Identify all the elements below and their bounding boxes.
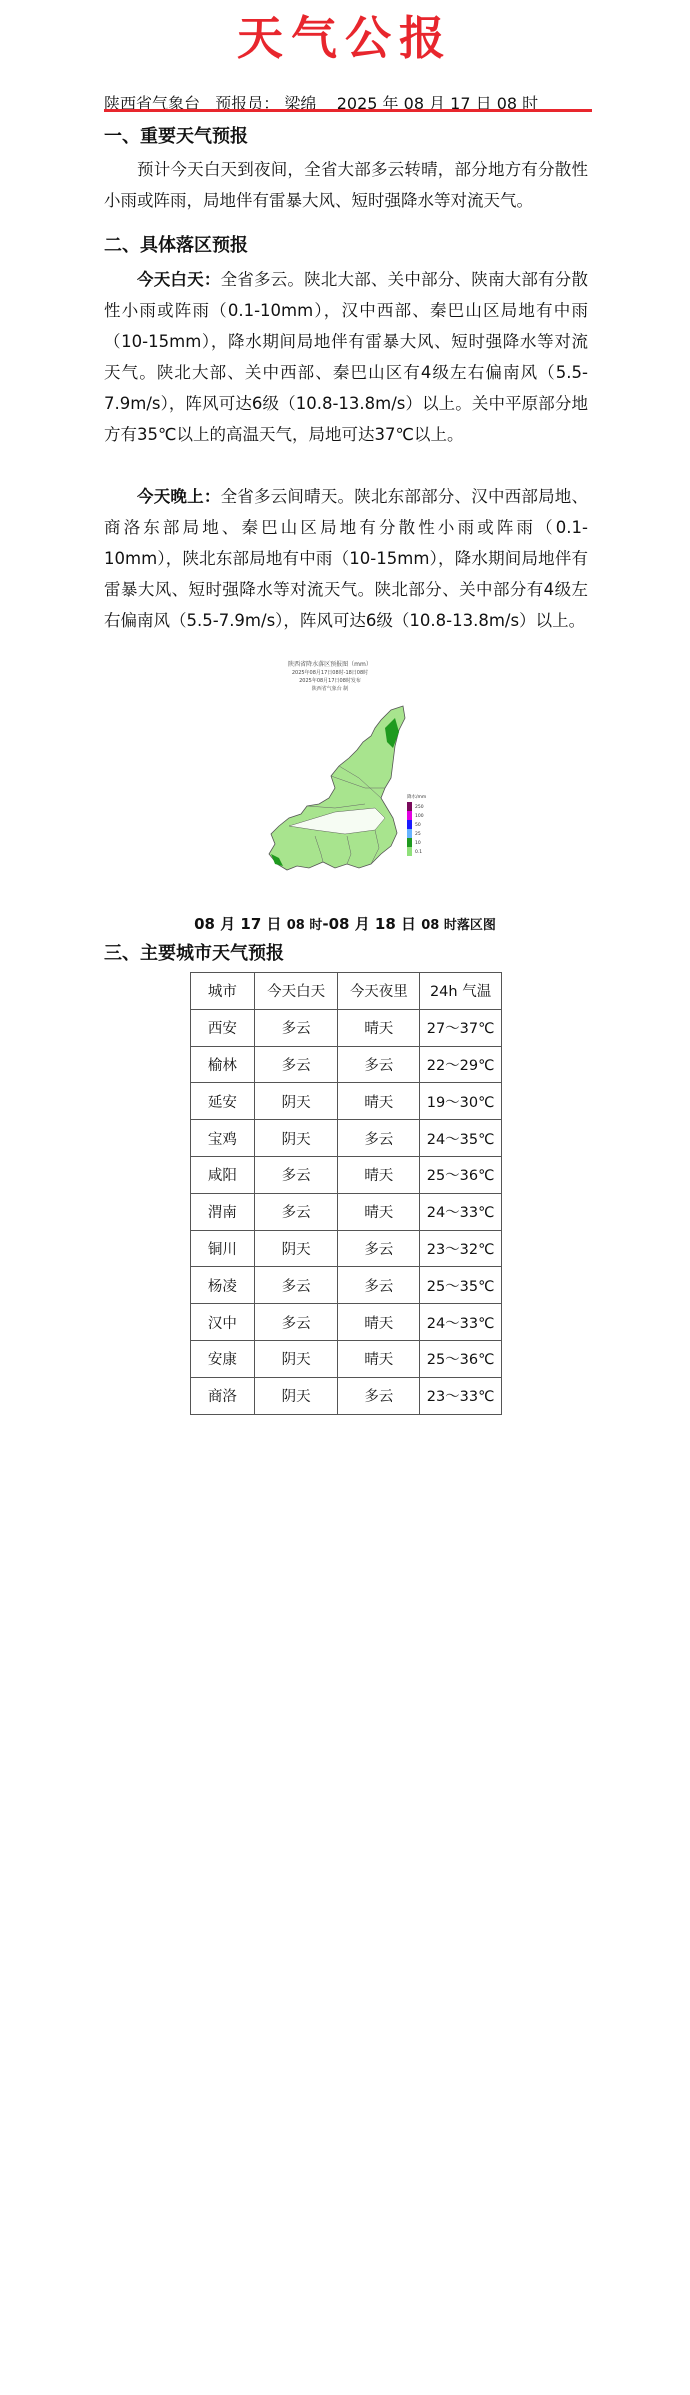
map-caption: [0, 913, 690, 934]
legend-swatch: [407, 838, 412, 847]
section1-heading: 一、重要天气预报: [104, 126, 248, 147]
column-header-temp: 24h 气温: [420, 973, 502, 1010]
map-title-line-1: 陕西省降水落区预报图（mm）: [288, 661, 372, 668]
map-title-line-4: 陕西省气象台 制: [311, 686, 349, 692]
section1-text: 预计今天白天到夜间，全省大部多云转晴，部分地方有分散性小雨或阵雨，局地伴有雷暴大风、短时强降水等对流天气。: [104, 160, 588, 210]
forecaster-label: 预报员：: [215, 94, 280, 113]
temperature-cell: 24～33℃: [420, 1193, 502, 1230]
table-row: [191, 1120, 502, 1157]
legend-swatch: [407, 802, 412, 811]
city-cell: 西安: [191, 1009, 255, 1046]
night-weather-cell: 晴天: [338, 1304, 420, 1341]
section3-heading: 三、主要城市天气预报: [104, 943, 284, 964]
caption-date-2: -08 月 18 日: [322, 915, 422, 933]
night-weather-cell: 多云: [338, 1230, 420, 1267]
table-row: [191, 1193, 502, 1230]
city-cell: 延安: [191, 1083, 255, 1120]
temperature-cell: 24～33℃: [420, 1304, 502, 1341]
day-weather-cell: 阴天: [254, 1340, 338, 1377]
legend-swatch: [407, 847, 412, 856]
night-text: 全省多云间晴天。陕北东部部分、汉中西部局地、商洛东部局地、秦巴山区局地有分散性小雨或阵雨（0.1-10mm），陕北东部局地有中雨（10-15mm），降水期间局地伴有雷暴大风、短时强降水等对流天气。陕北部分、关中部分有4级左右偏南风（5.5-7.9m/s），阵风可达6级（10.8-13.8m/s）以上。: [104, 487, 589, 630]
night-weather-cell: 多云: [338, 1120, 420, 1157]
legend-unit: 降水/mm: [407, 795, 427, 800]
legend-label: 250: [415, 805, 424, 810]
table-row: [191, 1046, 502, 1083]
column-header-day: 今天白天: [254, 973, 338, 1010]
night-weather-cell: 晴天: [338, 1009, 420, 1046]
map-legend: [407, 793, 426, 856]
day-weather-cell: 阴天: [254, 1083, 338, 1120]
legend-label: 25: [415, 832, 421, 837]
forecaster-name: 梁绵: [284, 94, 317, 113]
day-weather-cell: 多云: [254, 1267, 338, 1304]
night-weather-cell: 多云: [338, 1377, 420, 1414]
temperature-cell: 27～37℃: [420, 1009, 502, 1046]
table-row: [191, 1304, 502, 1341]
day-weather-cell: 阴天: [254, 1377, 338, 1414]
temperature-cell: 22～29℃: [420, 1046, 502, 1083]
legend-label: 10: [415, 841, 421, 846]
city-cell: 咸阳: [191, 1156, 255, 1193]
night-weather-cell: 多云: [338, 1267, 420, 1304]
day-weather-cell: 多云: [254, 1046, 338, 1083]
legend-label: 50: [415, 823, 421, 828]
legend-swatch: [407, 829, 412, 838]
table-row: [191, 1230, 502, 1267]
column-header-night: 今天夜里: [338, 973, 420, 1010]
caption-date-1: 08 月 17 日: [194, 915, 287, 933]
day-weather-cell: 多云: [254, 1304, 338, 1341]
city-cell: 商洛: [191, 1377, 255, 1414]
temperature-cell: 23～32℃: [420, 1230, 502, 1267]
day-weather-cell: 阴天: [254, 1230, 338, 1267]
table-row: [191, 1340, 502, 1377]
city-cell: 杨凌: [191, 1267, 255, 1304]
city-cell: 榆林: [191, 1046, 255, 1083]
night-weather-cell: 多云: [338, 1046, 420, 1083]
legend-label: 100: [415, 814, 424, 819]
agency-name: 陕西省气象台: [104, 94, 201, 113]
day-text: 全省多云。陕北大部、关中部分、陕南大部有分散性小雨或阵雨（0.1-10mm），汉中西部、秦巴山区局地有中雨（10-15mm），降水期间局地伴有雷暴大风、短时强降水等对流天气。陕北大部、关中西部、秦巴山区有4级左右偏南风（5.5-7.9m/s），阵风可达6级（10.8-13.8m/s）以上。关中平原部分地方有35℃以上的高温天气，局地可达37℃以上。: [104, 270, 589, 444]
day-weather-cell: 多云: [254, 1193, 338, 1230]
night-label: 今天晚上：: [137, 487, 221, 506]
legend-swatch: [407, 811, 412, 820]
night-forecast: [104, 481, 588, 636]
table-row: [191, 1083, 502, 1120]
column-header-city: 城市: [191, 973, 255, 1010]
bulletin-title: 天气公报: [237, 11, 453, 65]
issue-time: 2025 年 08 月 17 日 08 时: [336, 94, 539, 113]
day-weather-cell: 多云: [254, 1009, 338, 1046]
city-cell: 宝鸡: [191, 1120, 255, 1157]
city-forecast-table: [190, 972, 502, 1415]
table-row: [191, 1009, 502, 1046]
temperature-cell: 24～35℃: [420, 1120, 502, 1157]
night-weather-cell: 晴天: [338, 1193, 420, 1230]
temperature-cell: 25～35℃: [420, 1267, 502, 1304]
table-row: [191, 1156, 502, 1193]
section2-heading: 二、具体落区预报: [104, 235, 248, 256]
night-weather-cell: 晴天: [338, 1083, 420, 1120]
caption-hour-2: 08 时落区图: [421, 918, 496, 933]
city-cell: 汉中: [191, 1304, 255, 1341]
table-header-row: [191, 973, 502, 1010]
table-row: [191, 1377, 502, 1414]
city-cell: 安康: [191, 1340, 255, 1377]
temperature-cell: 23～33℃: [420, 1377, 502, 1414]
night-weather-cell: 晴天: [338, 1340, 420, 1377]
table-row: [191, 1267, 502, 1304]
day-weather-cell: 阴天: [254, 1120, 338, 1157]
day-label: 今天白天：: [137, 270, 221, 289]
city-cell: 铜川: [191, 1230, 255, 1267]
night-weather-cell: 晴天: [338, 1156, 420, 1193]
city-cell: 渭南: [191, 1193, 255, 1230]
map-title-line-2: 2025年08月17日08时-18日08时: [291, 670, 369, 676]
temperature-cell: 19～30℃: [420, 1083, 502, 1120]
caption-hour-1: 08 时: [286, 918, 323, 933]
temperature-cell: 25～36℃: [420, 1156, 502, 1193]
precipitation-map: [235, 658, 460, 903]
day-weather-cell: 多云: [254, 1156, 338, 1193]
temperature-cell: 25～36℃: [420, 1340, 502, 1377]
header-divider: [104, 109, 592, 112]
legend-label: 0.1: [415, 850, 423, 855]
day-forecast: [104, 264, 588, 450]
legend-swatch: [407, 820, 412, 829]
map-title-line-3: 2025年08月17日08时发布: [299, 678, 361, 684]
